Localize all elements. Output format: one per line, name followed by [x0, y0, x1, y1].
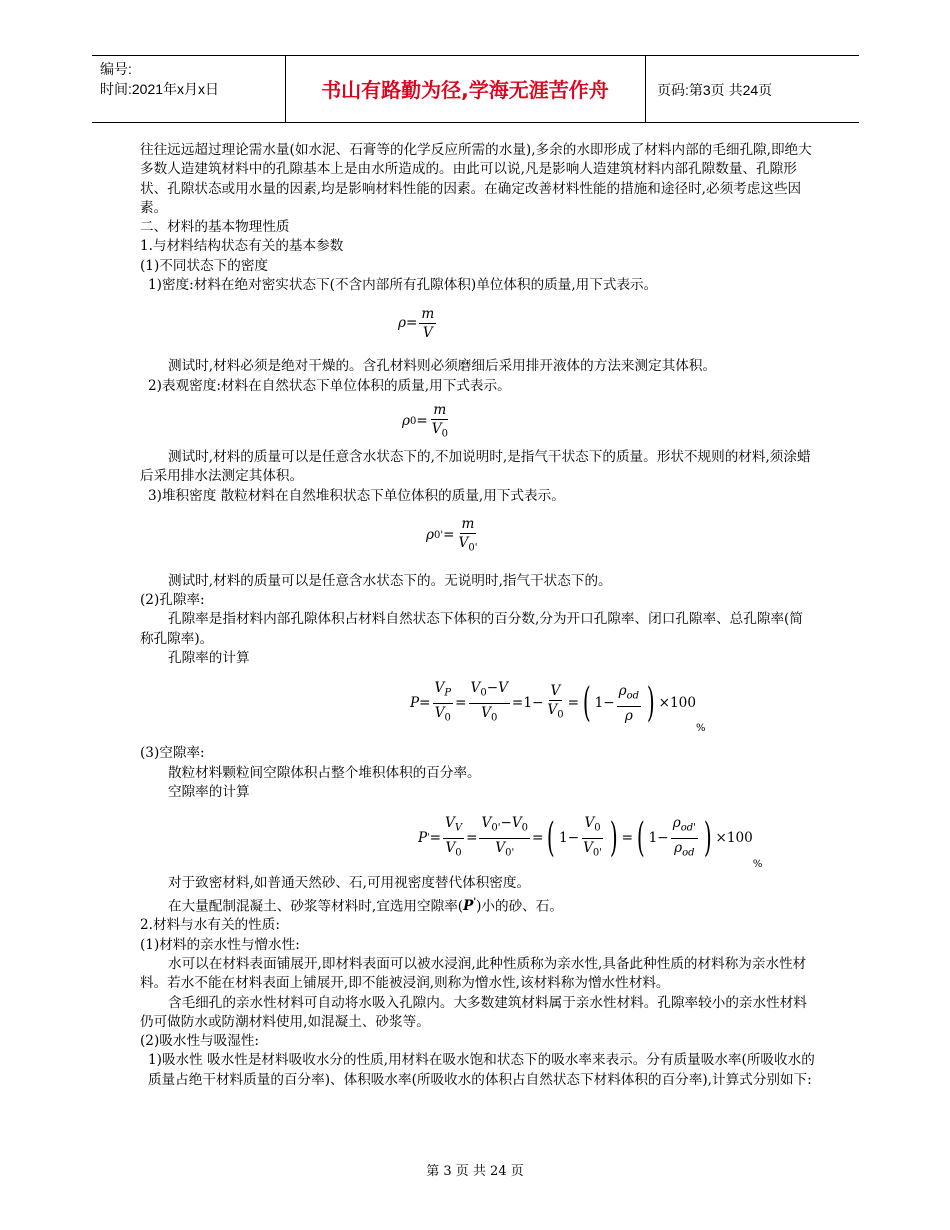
header-page-label: 页码:第3页 共24页 — [657, 82, 773, 98]
hydrophilic-heading: (1)材料的亲水性与憎水性: — [140, 936, 300, 953]
section-heading: 二、材料的基本物理性质 — [140, 219, 290, 236]
date-label: 时间:2021年x月x日 — [100, 81, 220, 97]
concrete-note: 在大量配制混凝土、砂浆等材料时,宜选用空隙率(P')小的砂、石。 — [168, 897, 563, 915]
subsubsection-heading: (1)不同状态下的密度 — [140, 257, 269, 274]
porosity-definition: 孔隙率是指材料内部孔隙体积占材料自然状态下体积的百分数,分为开口孔隙率、闭口孔隙率、总孔隙率(简称孔隙率)。 — [140, 611, 803, 647]
document-body — [140, 141, 815, 1090]
porosity-heading: (2)孔隙率: — [140, 592, 205, 609]
void-calc-label: 空隙率的计算 — [168, 783, 250, 800]
bulk-density-definition: 3)堆积密度 散粒材料在自然堆积状态下单位体积的质量,用下式表示。 — [148, 487, 565, 504]
void-ratio-definition: 散粒材料颗粒间空隙体积占整个堆积体积的百分率。 — [168, 764, 481, 781]
absorption-paragraph: 1)吸水性 吸水性是材料吸收水分的性质,用材料在吸水饱和状态下的吸水率来表示。分有质量吸水率(所吸收水的质量占绝干材料质量的百分率)、体积吸水率(所吸收水的体积占自然状态下材料体积的百分率),计算式分别如下: — [148, 1052, 815, 1088]
void-ratio-heading: (3)空隙率: — [140, 745, 205, 762]
hydrophilic-paragraph-2: 含毛细孔的亲水性材料可自动将水吸入孔隙内。大多数建筑材料属于亲水性材料。孔隙率较小的亲水性材料仍可做防水或防潮材料使用,如混凝土、砂浆等。 — [140, 994, 807, 1030]
code-label: 编号: — [100, 61, 132, 77]
page-header — [92, 55, 859, 123]
hydrophilic-paragraph-1: 水可以在材料表面铺展开,即材料表面可以被水浸润,此种性质称为亲水性,具备此种性质的材料称为亲水性材料。若水不能在材料表面上铺展开,即不能被浸润,则称为憎水性,该材料称为憎水性材料。 — [140, 955, 807, 992]
header-motto: 书山有路勤为径,学海无涯苦作舟 — [321, 78, 609, 102]
header-meta — [100, 59, 219, 99]
porosity-formula: P = $\frac{V_P}{V_0}$ = $\frac{V_0-V}{V_0}$ = 1 − $\frac{V}{V_0}$ = ( 1 − $\frac{\rho_{od}}{\rho}$ ) ×100 % — [410, 680, 706, 735]
apparent-density-formula: ρ 0 = $\frac{m}{V_0}$ — [402, 401, 448, 440]
density-formula: ρ = $\frac{m}{V}$ — [398, 305, 435, 341]
density-note: 测试时,材料必须是绝对干燥的。含孔材料则必须磨细后采用排开液体的方法来测定其体积。 — [168, 358, 717, 375]
paragraph-intro: 往往远远超过理论需水量(如水泥、石膏等的化学反应所需的水量),多余的水即形成了材料内部的毛细孔隙,即绝大多数人造建筑材料中的孔隙基本上是由水所造成的。由此可以说,凡是影响人造建筑材料内部孔隙数量、孔隙形状、孔隙状态或用水量的因素,均是影响材料性能的因素。在确定改善材料性能的措施和途径时,必须考虑这些因素。 — [140, 142, 812, 216]
header-divider-right — [645, 56, 646, 122]
density-definition: 1)密度:材料在绝对密实状态下(不含内部所有孔隙体积)单位体积的质量,用下式表示。 — [148, 277, 658, 294]
dense-material-note: 对于致密材料,如普通天然砂、石,可用视密度替代体积密度。 — [168, 875, 531, 892]
void-ratio-formula: P ' = $\frac{V_V}{V_0}$ = $\frac{V_{0'}-V_0}{V_{0'}}$ = ( 1 − $\frac{V_0}{V_{0'}}$ ) = ( 1 − $\frac{\rho_{od'}}{\rho_{od}}$ ) ×100 % — [418, 815, 763, 870]
subsection-heading: 1.与材料结构状态有关的基本参数 — [140, 238, 344, 255]
apparent-density-definition: 2)表观密度:材料在自然状态下单位体积的质量,用下式表示。 — [148, 377, 511, 394]
page-footer: 第 3 页 共 24 页 — [426, 1164, 524, 1179]
water-properties-heading: 2.材料与水有关的性质: — [140, 917, 280, 934]
absorption-heading: (2)吸水性与吸湿性: — [140, 1033, 259, 1050]
bulk-density-note: 测试时,材料的质量可以是任意含水状态下的。无说明时,指气干状态下的。 — [168, 572, 612, 589]
apparent-density-note: 测试时,材料的质量可以是任意含水状态下的,不加说明时,是指气干状态下的质量。形状不规则的材料,须涂蜡后采用排水法测定其体积。 — [140, 448, 811, 485]
bulk-density-formula: ρ 0' = $\frac{m}{V_{0'}}$ — [426, 515, 478, 554]
porosity-calc-label: 孔隙率的计算 — [168, 650, 250, 667]
